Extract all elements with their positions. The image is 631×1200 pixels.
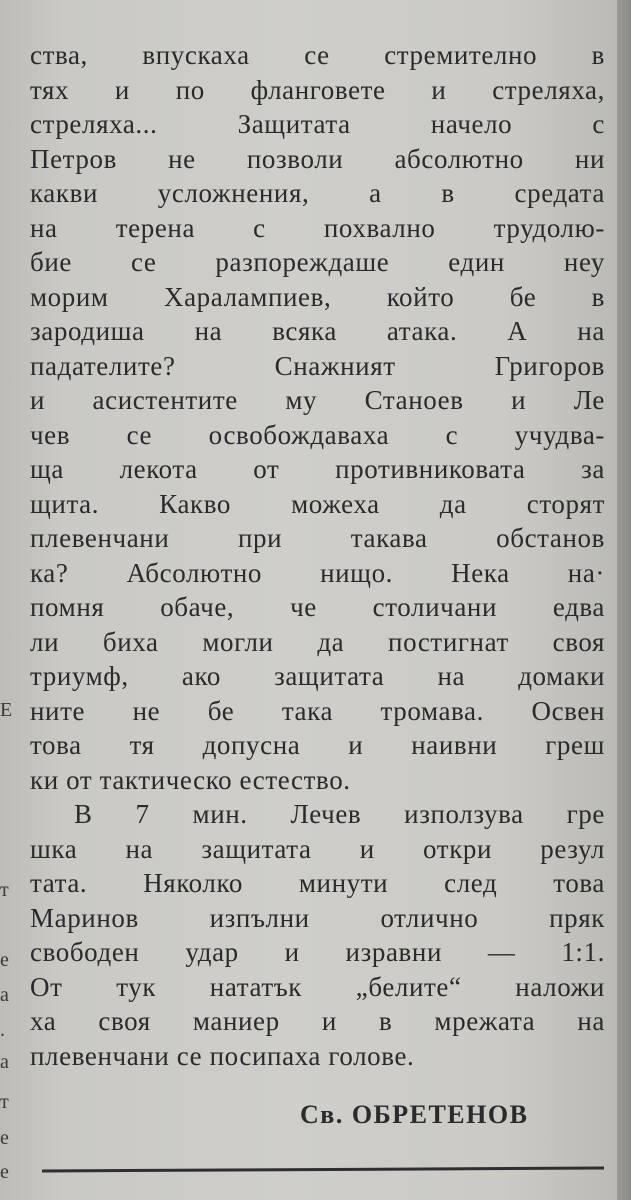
article-line: стреляха... Защитата начело с bbox=[30, 109, 605, 139]
article-line: свободен удар и изравни — 1:1. bbox=[30, 937, 605, 967]
margin-fragment: т bbox=[0, 879, 9, 901]
article-line: Маринов изпълни отлично пряк bbox=[30, 902, 605, 933]
margin-fragment: . bbox=[0, 1019, 5, 1041]
left-margin-column-fragments bbox=[0, 0, 16, 1200]
article-line: От тук нататък „белите“ наложи bbox=[30, 971, 605, 1002]
article-line: ха своя маниер и в мрежата на bbox=[30, 1006, 605, 1036]
article-line: плевенчани се посипаха голове. bbox=[30, 1040, 415, 1071]
article-line: помня обаче, че столичани едва bbox=[30, 592, 605, 622]
article-line: триумф, ако защитата на домаки bbox=[30, 661, 605, 691]
margin-fragment: е bbox=[0, 949, 9, 971]
article-line: падателите? Снажният Григоров bbox=[30, 350, 605, 381]
article-line: тата. Няколко минути след това bbox=[30, 868, 605, 898]
article-line: ща лекота от противниковата за bbox=[30, 454, 605, 484]
article-line: ства, впускаха се стремително в bbox=[30, 40, 605, 70]
article-line: ните не бе така тромава. Освен bbox=[30, 695, 605, 726]
article-line: морим Харалампиев, който бе в bbox=[30, 281, 605, 312]
article-line: и асистентите му Станоев и Ле bbox=[30, 385, 605, 415]
article-line: плевенчани при такава обстанов bbox=[30, 523, 605, 553]
margin-fragment: е bbox=[0, 1127, 9, 1149]
article-line: чев се освобождаваха с учудва- bbox=[30, 419, 605, 450]
article-line: това тя допусна и наивни греш bbox=[30, 730, 605, 760]
article-line: шка на защитата и откри резул bbox=[30, 833, 605, 864]
margin-fragment: Е bbox=[0, 699, 13, 721]
margin-fragment: а bbox=[0, 984, 9, 1006]
article-line: Петров не позволи абсолютно ни bbox=[30, 143, 605, 174]
article-column bbox=[30, 38, 605, 1073]
article-line: ка? Абсолютно нищо. Нека на· bbox=[30, 557, 605, 588]
article-line: на терена с похвално трудолю- bbox=[30, 212, 605, 243]
article-line: ки от тактическо естество. bbox=[30, 764, 351, 795]
article-line: ли биха могли да постигнат своя bbox=[30, 626, 605, 657]
page-edge-shadow bbox=[617, 0, 631, 1200]
article-line: зародиша на всяка атака. А на bbox=[30, 316, 605, 346]
article-line: тях и по фланговете и стреляха, bbox=[30, 74, 605, 105]
author-signature: Св. ОБРЕТЕНОВ bbox=[300, 1100, 529, 1129]
article-line: какви усложнения, а в средата bbox=[30, 178, 605, 208]
paragraph-start-line: В 7 мин. Лечев използува гре bbox=[74, 799, 605, 829]
article-line: бие се разпореждаше един неу bbox=[30, 247, 605, 277]
margin-fragment: т bbox=[0, 1091, 9, 1113]
article-line: щита. Какво можеха да сторят bbox=[30, 488, 605, 519]
margin-fragment: а bbox=[0, 1051, 9, 1073]
margin-fragment: е bbox=[0, 1161, 9, 1183]
